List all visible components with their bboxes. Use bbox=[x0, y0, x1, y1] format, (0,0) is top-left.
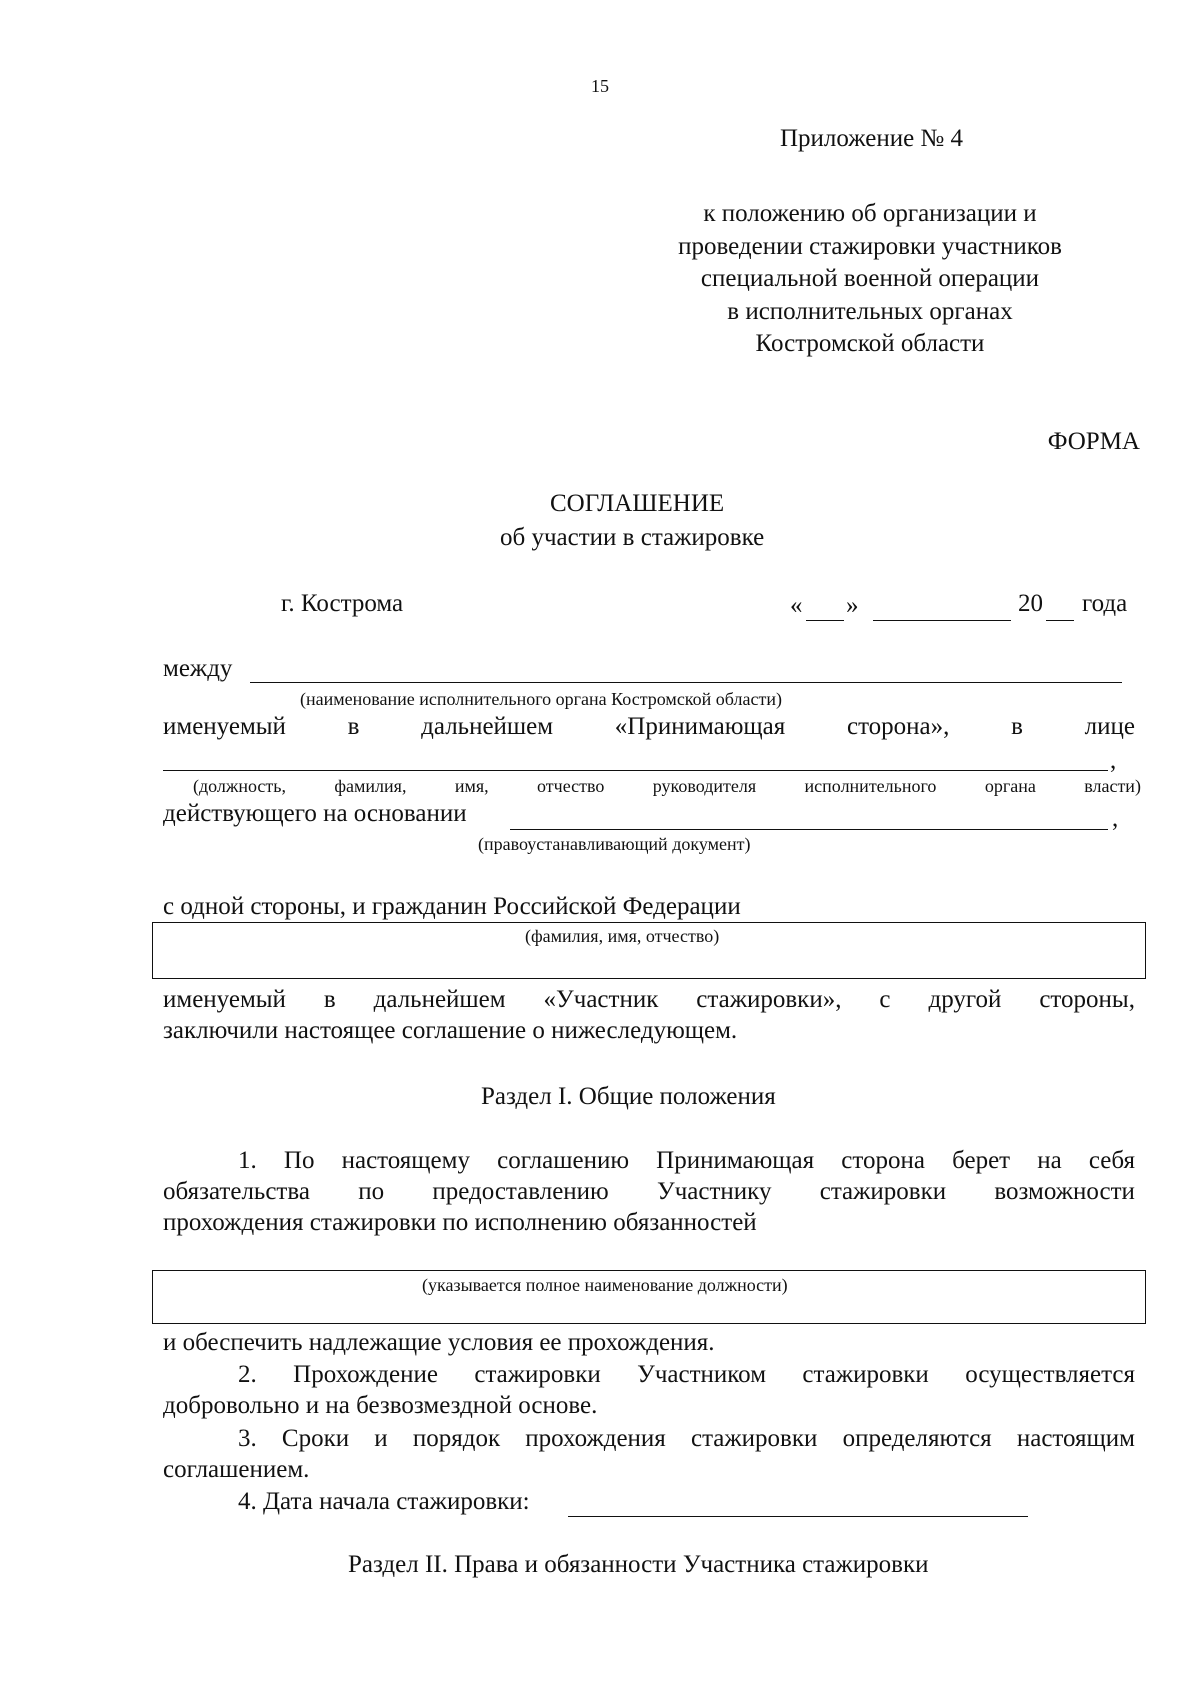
section1-p2-line2: добровольно и на безвозмездной основе. bbox=[163, 1392, 598, 1419]
word: себя bbox=[1088, 1147, 1135, 1174]
word: лице bbox=[1084, 713, 1135, 740]
word: соглашению bbox=[497, 1147, 630, 1174]
between-label: между bbox=[163, 655, 233, 682]
word: имя, bbox=[454, 776, 489, 796]
word: дальнейшем bbox=[373, 986, 506, 1013]
word: на bbox=[1037, 1147, 1062, 1174]
word: исполнительного bbox=[804, 776, 937, 796]
participant-line bbox=[163, 986, 1135, 1014]
month-blank[interactable] bbox=[873, 620, 1011, 621]
one-side-text: с одной стороны, и гражданин Российской Федерации bbox=[163, 893, 741, 920]
appendix-line: специальной военной операции bbox=[700, 265, 1040, 292]
word: стажировки bbox=[474, 1361, 601, 1388]
word: порядок bbox=[412, 1425, 501, 1452]
date-quote-close: » bbox=[846, 592, 859, 619]
form-label: ФОРМА bbox=[1047, 428, 1140, 455]
year-blank[interactable] bbox=[1046, 620, 1074, 621]
appendix-line: к положению об организации и bbox=[703, 200, 1037, 227]
agreement-title-text: СОГЛАШЕНИЕ bbox=[550, 490, 725, 517]
word: предоставлению bbox=[432, 1178, 609, 1205]
word: в bbox=[1011, 713, 1023, 740]
word: дальнейшем bbox=[421, 713, 554, 740]
start-date-blank[interactable] bbox=[568, 1516, 1028, 1517]
appendix-text bbox=[640, 198, 1100, 361]
basis-document-blank[interactable] bbox=[510, 829, 1108, 830]
word: органа bbox=[984, 776, 1036, 796]
head-comma: , bbox=[1110, 747, 1117, 774]
word: власти) bbox=[1084, 776, 1141, 796]
word: руководителя bbox=[652, 776, 757, 796]
word: стажировки bbox=[690, 1425, 818, 1452]
word: «Участник bbox=[543, 986, 659, 1013]
word: стажировки», bbox=[696, 986, 842, 1013]
day-blank[interactable] bbox=[806, 620, 844, 621]
word: прохождения bbox=[525, 1425, 666, 1452]
date-quote-open: « bbox=[790, 592, 803, 619]
word: по bbox=[358, 1178, 385, 1205]
section1-p1-line1 bbox=[238, 1147, 1135, 1175]
word: и bbox=[374, 1425, 388, 1452]
word: осуществляется bbox=[965, 1361, 1135, 1388]
word: именуемый bbox=[163, 713, 286, 740]
word: «Принимающая bbox=[614, 713, 786, 740]
word: настоящему bbox=[341, 1147, 470, 1174]
appendix-title: Приложение № 4 bbox=[780, 125, 964, 152]
word: в bbox=[347, 713, 360, 740]
section1-title: Раздел I. Общие положения bbox=[481, 1083, 776, 1110]
head-person-blank[interactable] bbox=[163, 770, 1108, 771]
section1-p2-line1 bbox=[238, 1361, 1135, 1389]
word: обязательства bbox=[163, 1178, 310, 1205]
word: 3. bbox=[238, 1425, 257, 1452]
basis-comma: , bbox=[1112, 805, 1119, 832]
word: именуемый bbox=[163, 986, 286, 1013]
word: сторона», bbox=[846, 713, 950, 740]
head-caption bbox=[193, 776, 1141, 797]
word: стажировки bbox=[819, 1178, 947, 1205]
year-word: года bbox=[1082, 590, 1128, 617]
word: По bbox=[283, 1147, 315, 1174]
word: 2. bbox=[238, 1361, 257, 1388]
word: с bbox=[879, 986, 891, 1013]
doc-caption: (правоустанавливающий документ) bbox=[478, 834, 751, 854]
org-name-blank[interactable] bbox=[250, 682, 1122, 683]
word: настоящим bbox=[1016, 1425, 1135, 1452]
section1-p1-line3: прохождения стажировки по исполнению обязанностей bbox=[163, 1209, 757, 1236]
section1-p1-end: и обеспечить надлежащие условия ее прохождения. bbox=[163, 1329, 715, 1356]
word: Участнику bbox=[657, 1178, 772, 1205]
word: (должность, bbox=[193, 776, 286, 796]
section1-p1-line2 bbox=[163, 1178, 1135, 1206]
word: 1. bbox=[238, 1147, 257, 1174]
section2-title: Раздел II. Права и обязанности Участника стажировки bbox=[348, 1551, 929, 1578]
section1-p3-line1 bbox=[238, 1425, 1135, 1453]
word: фамилия, bbox=[334, 776, 407, 796]
agreement-subtitle: об участии в стажировке bbox=[500, 524, 765, 551]
word: другой bbox=[928, 986, 1002, 1013]
page-number: 15 bbox=[591, 76, 609, 96]
year-prefix: 20 bbox=[1018, 590, 1043, 617]
word: отчество bbox=[537, 776, 605, 796]
word: сторона bbox=[841, 1147, 925, 1174]
org-caption: (наименование исполнительного органа Костромской области) bbox=[300, 689, 782, 709]
word: возможности bbox=[994, 1178, 1135, 1205]
section1-p3-line2: соглашением. bbox=[163, 1456, 310, 1483]
concluded-text: заключили настоящее соглашение о нижеследующем. bbox=[163, 1017, 738, 1044]
word: определяются bbox=[842, 1425, 992, 1452]
appendix-line: проведении стажировки участников bbox=[678, 232, 1062, 260]
word: Участником bbox=[637, 1361, 767, 1388]
word: в bbox=[323, 986, 336, 1013]
section1-p4: 4. Дата начала стажировки: bbox=[238, 1488, 530, 1515]
fio-caption: (фамилия, имя, отчество) bbox=[525, 926, 720, 946]
position-caption: (указывается полное наименование должности) bbox=[422, 1275, 788, 1295]
receiving-party-line bbox=[163, 713, 1135, 741]
word: Прохождение bbox=[293, 1361, 438, 1388]
appendix-line: Костромской области bbox=[755, 330, 985, 357]
acting-basis-label: действующего на основании bbox=[163, 800, 467, 827]
city: г. Кострома bbox=[281, 590, 404, 617]
word: Принимающая bbox=[656, 1147, 815, 1174]
word: Сроки bbox=[281, 1425, 350, 1452]
word: стажировки bbox=[802, 1361, 929, 1388]
word: стороны, bbox=[1039, 986, 1135, 1013]
appendix-line: в исполнительных органах bbox=[727, 297, 1013, 325]
word: берет bbox=[952, 1147, 1011, 1174]
